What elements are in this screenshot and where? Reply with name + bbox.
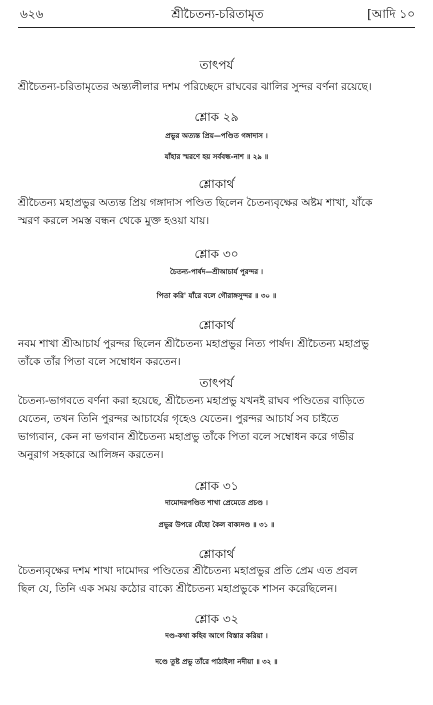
chapter-reference: [আদি ১০ [367,7,415,21]
verse-line: প্রভুর অত্যন্ত প্রিয়—পণ্ডিত গঙ্গাদাস । [165,131,268,140]
section-heading: তাৎপর্য [199,58,234,72]
paragraph-line: স্মরণ করলে সমস্ত বন্ধন থেকে মুক্ত হওয়া যায়। [18,215,210,227]
verse-line: প্রভুর উপরে যেঁহো কৈল বাক্যদণ্ড ॥ ৩১ ॥ [158,520,275,529]
paragraph-line: তাঁকে তাঁর পিতা বলে সম্বোধন করতেন। [18,356,181,368]
verse-line: পিতা করি' যাঁরে বলে গৌরাঙ্গসুন্দর ॥ ৩০ ॥ [156,291,277,300]
purport-paragraph [18,78,418,96]
verse-line: দামোদরপণ্ডিত শাখা প্রেমেতে প্রচণ্ড । [165,498,268,507]
verse-line: দণ্ডে তুষ্ট প্রভু তাঁরে পাঠাইলা নদীয়া ॥ ৩২ ॥ [155,657,278,666]
page-number: ৬২৬ [20,7,44,21]
paragraph-line: নবম শাখা শ্রীআচার্য পুরন্দর ছিলেন শ্রীচৈতন্য মহাপ্রভুর নিত্য পার্ষদ। শ্রীচৈতন্য মহাপ্রভু [18,338,369,350]
verse-line: চৈতন্য-পার্ষদ—শ্রীআচার্য পুরন্দর । [169,267,264,276]
verse-line: যাঁহার স্মরণে হয় সর্ববন্ধ-নাশ ॥ ২৯ ॥ [164,152,269,161]
paragraph-line: যেতেন, তখন তিনি পুরন্দর আচার্যের গৃহেও যেতেন। পুরন্দর আচার্য সব চাইতে [18,413,339,425]
paragraph-line: শ্রীচৈতন্য-চরিতামৃতের অন্ত্যলীলার দশম পরিচ্ছেদে রাঘবের ঝালির সুন্দর বর্ণনা রয়েছে। [18,81,372,93]
verse-line: দণ্ড-কথা কহিব আগে বিস্তার করিয়া । [165,631,268,640]
translation-paragraph [18,194,418,230]
header-rule [18,27,415,28]
verse-number-heading: শ্লোক ৩২ [194,612,239,626]
paragraph-line: ছিল যে, তিনি এক সময় কঠোর বাক্যে শ্রীচৈতন্য মহাপ্রভুকে শাসন করেছিলেন। [18,583,338,595]
section-heading: তাৎপর্য [199,376,234,390]
running-title: শ্রীচৈতন্য-চরিতামৃত [171,7,264,21]
translation-paragraph [18,335,418,371]
page-header [20,6,415,26]
paragraph-line: চৈতন্য-ভাগবতে বর্ণনা করা হয়েছে, শ্রীচৈতন্য মহাপ্রভু যখনই রাঘব পণ্ডিতের বাড়িতে [18,395,365,407]
verse-number-heading: শ্লোক ৩০ [194,247,239,261]
paragraph-line: ভাগ্যবান, কেন না ভগবান শ্রীচৈতন্য মহাপ্রভু তাঁকে পিতা বলে সম্বোধন করে গভীর [18,431,355,443]
purport-paragraph [18,392,418,464]
paragraph-line: শ্রীচৈতন্য মহাপ্রভুর অত্যন্ত প্রিয় গঙ্গাদাস পণ্ডিত ছিলেন চৈতন্যবৃক্ষের অষ্টম শাখা, যাঁকে [18,197,373,209]
paragraph-line: অনুরাগ সহকারে আলিঙ্গন করতেন। [18,449,164,461]
translation-heading: শ্লোকার্থ [198,177,235,191]
translation-heading: শ্লোকার্থ [198,547,235,561]
verse-number-heading: শ্লোক ২৯ [194,110,239,124]
verse-number-heading: শ্লোক ৩১ [194,479,239,493]
paragraph-line: চৈতন্যবৃক্ষের দশম শাখা দামোদর পণ্ডিতের শ্রীচৈতন্য মহাপ্রভুর প্রতি প্রেম এত প্রবল [18,565,358,577]
translation-heading: শ্লোকার্থ [198,318,235,332]
translation-paragraph [18,562,418,598]
